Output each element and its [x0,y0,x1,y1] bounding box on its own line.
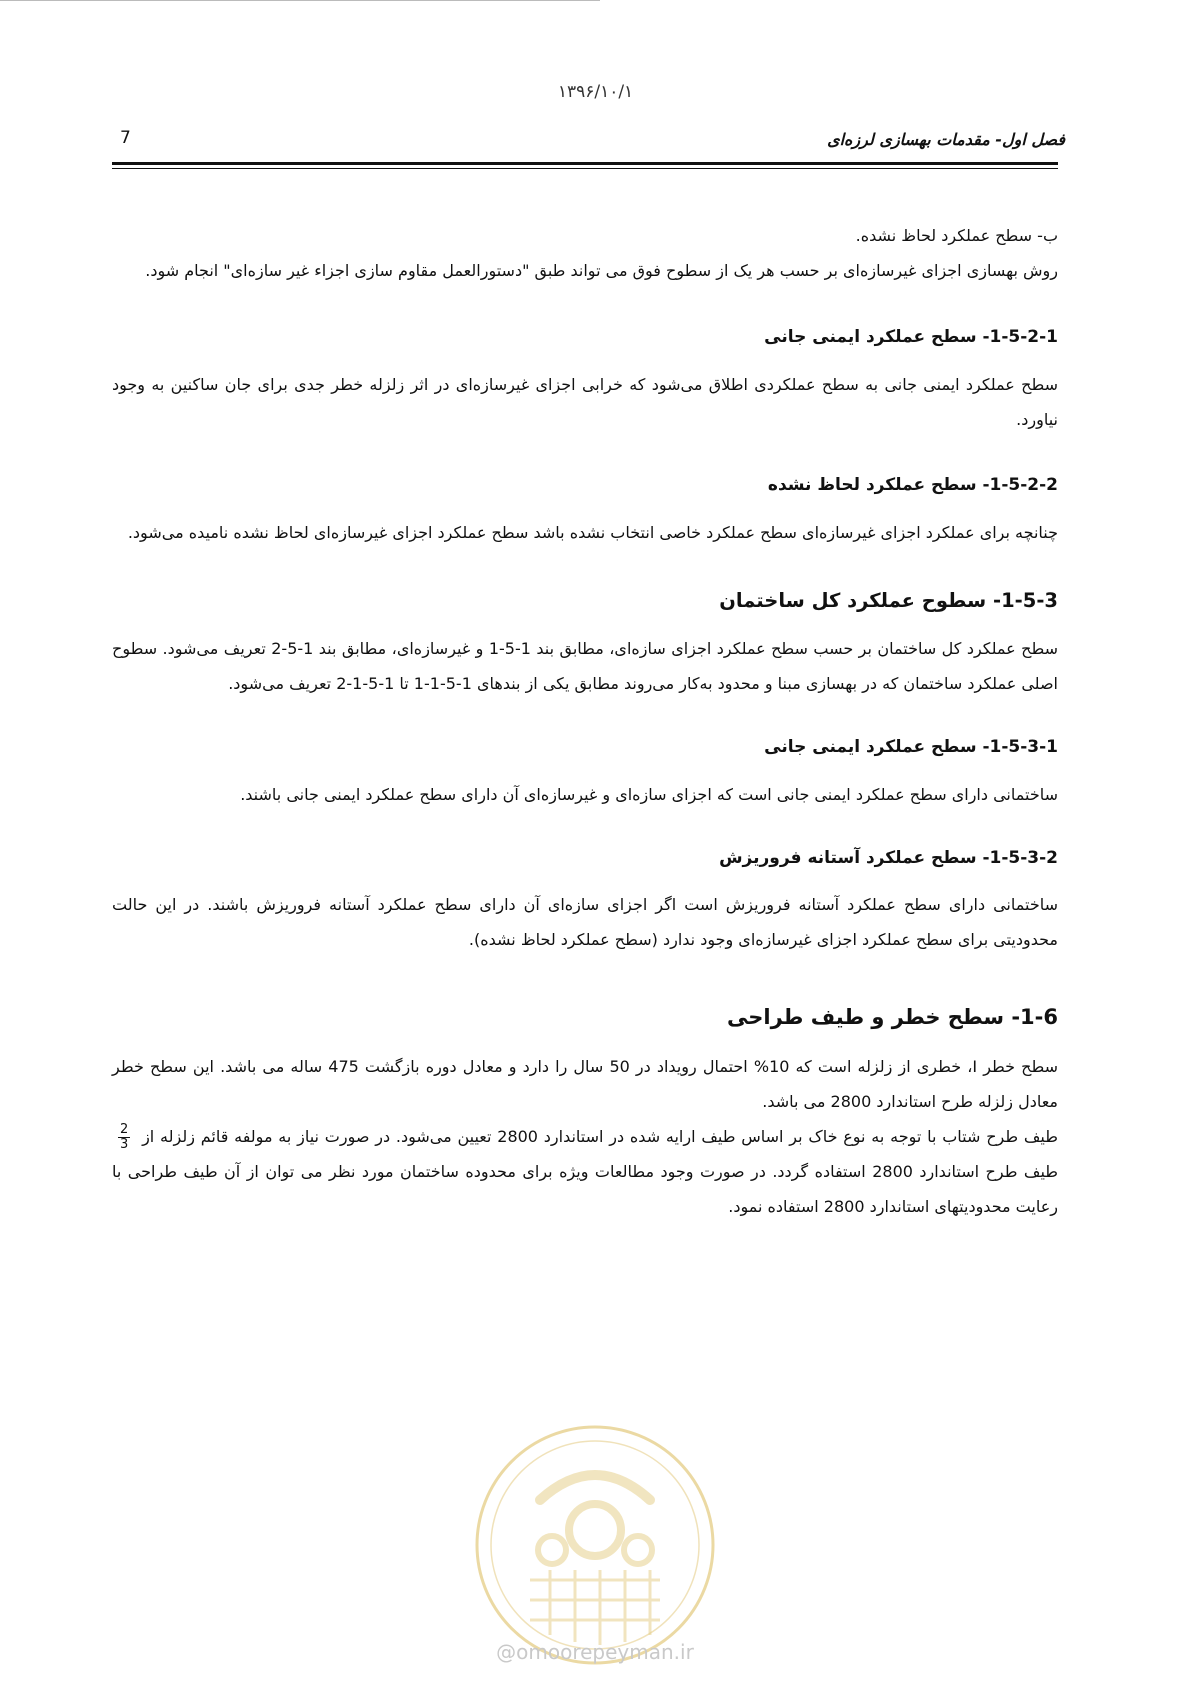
page-number: 7 [120,128,131,148]
fraction [118,1123,130,1152]
top-border-line [0,0,600,1]
watermark-text: @omoorepeyman.ir [496,1640,694,1664]
paragraph: روش بهسازی اجزای غیرسازه‌ای بر حسب هر یک از سطوح فوق می تواند طبق "دستورالعمل مقاوم سازی اجزاء غیر سازه‌ای" انجام شود. [145,261,1058,280]
section-heading: 1-5-2-1- سطح عملکرد ایمنی جانی [764,327,1058,347]
paragraph [112,1119,1058,1224]
header-rule-thick [112,162,1058,165]
fraction-numerator: 2 [120,1122,129,1137]
paragraph: ساختمانی دارای سطح عملکرد آستانه فروریزش است اگر اجزای سازه‌ای آن دارای سطح عملکرد آستانه فروریزش باشند. در این حالت محدودیتی برای سطح عملکرد اجزای غیرسازه‌ای وجود ندارد (سطح عملکرد لحاظ نشده). [112,895,1058,949]
section-heading: 1-5-3-1- سطح عملکرد ایمنی جانی [764,737,1058,757]
chapter-title: فصل اول- مقدمات بهسازی لرزه‌ای [827,130,1065,149]
paragraph: ساختمانی دارای سطح عملکرد ایمنی جانی است که اجزای سازه‌ای و غیرسازه‌ای آن دارای سطح عملکرد ایمنی جانی باشند. [240,785,1058,804]
paragraph-text: طیف طرح شتاب با توجه به نوع خاک بر اساس طیف ارایه شده در استاندارد 2800 تعیین می‌شود. در صورت نیاز به مولفه قائم زلزله از [142,1127,1058,1146]
paragraph-text: طیف طرح استاندارد 2800 استفاده گردد. در صورت وجود مطالعات ویژه برای محدوده ساختمان مورد نظر می توان از آن طیف طراحی با رعایت محدودیتهای استاندارد 2800 استفاده نمود. [112,1162,1059,1216]
watermark-logo [470,1420,720,1670]
fraction-denominator: 3 [120,1137,129,1152]
section-heading: 1-5-3- سطوح عملکرد کل ساختمان [719,589,1058,612]
header-rule-thin [112,168,1058,169]
paragraph: سطح خطر I، خطری از زلزله است که 10% احتمال رویداد در 50 سال را دارد و معادل دوره بازگشت 475 ساله می باشد. این سطح خطر معادل زلزله طرح استاندارد 2800 می باشد. [112,1057,1059,1111]
section-heading: 1-5-3-2- سطح عملکرد آستانه فروریزش [719,848,1058,868]
paragraph: سطح عملکرد کل ساختمان بر حسب سطح عملکرد اجزای سازه‌ای، مطابق بند 1-5-1 و غیرسازه‌ای، مطابق بند 1-5-2 تعریف می‌شود. سطوح اصلی عملکرد ساختمان که در بهسازی مبنا و محدود به‌کار می‌روند مطابق یکی از بندهای 1-5-1-1 تا 1-5-1-2 تعریف می‌شود. [112,639,1059,693]
paragraph: سطح عملکرد ایمنی جانی به سطح عملکردی اطلاق می‌شود که خرابی اجزای غیرسازه‌ای در اثر زلزله خطر جدی برای جان ساکنین به وجود نیاورد. [112,375,1058,429]
paragraph: ب- سطح عملکرد لحاظ نشده. [855,226,1058,245]
section-heading: 1-6- سطح خطر و طیف طراحی [727,1005,1058,1029]
page-content [112,218,1058,1224]
page-date: ۱۳۹۶/۱۰/۱ [557,82,634,102]
paragraph: چنانچه برای عملکرد اجزای غیرسازه‌ای سطح عملکرد خاصی انتخاب نشده باشد سطح عملکرد اجزای غیرسازه‌ای لحاظ نشده نامیده می‌شود. [127,523,1058,542]
section-heading: 1-5-2-2- سطح عملکرد لحاظ نشده [767,475,1058,495]
